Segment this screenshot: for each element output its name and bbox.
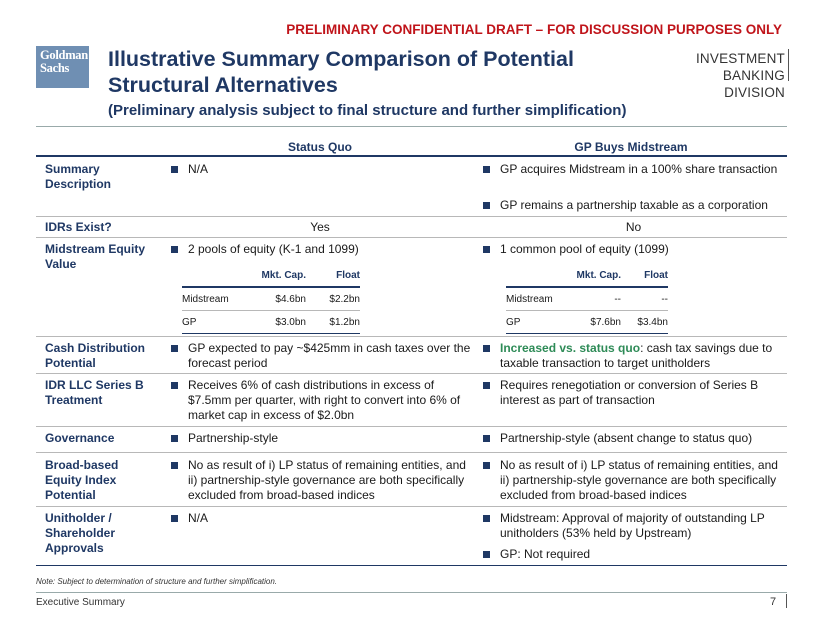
- table-row: [182, 311, 360, 334]
- page-subtitle: (Preliminary analysis subject to final structure and further simplification): [108, 102, 627, 119]
- approvals-gp-bullet-1: Midstream: Approval of majority of outstanding LP unitholders (53% held by Upstream): [483, 511, 783, 541]
- header-rule: [36, 155, 787, 157]
- cash-gp-highlight: Increased vs. status quo: [500, 341, 641, 355]
- row-divider: [36, 237, 787, 238]
- table-cell: GP: [182, 311, 246, 334]
- column-header-status-quo: Status Quo: [287, 140, 352, 154]
- table-cell: $2.2bn: [306, 287, 360, 311]
- table-row: [506, 287, 668, 311]
- idrs-status-quo: Yes: [310, 220, 330, 234]
- equity-table-gp-buys: [506, 270, 668, 334]
- footnote: Note: Subject to determination of structure and further simplification.: [36, 577, 278, 586]
- page-title: Illustrative Summary Comparison of Potential Structural Alternatives: [108, 47, 574, 97]
- cash-gp-rest: : cash tax savings due to taxable transaction to target unitholders: [500, 341, 773, 370]
- table-header: Float: [621, 270, 668, 287]
- table-cell: $3.4bn: [621, 311, 668, 334]
- division-label: [650, 50, 785, 101]
- table-cell: $1.2bn: [306, 311, 360, 334]
- row-label-index: Broad-based Equity Index Potential: [45, 458, 119, 502]
- footer-rule: [36, 592, 787, 593]
- page-number: 7: [770, 596, 777, 608]
- logo-line-1: Goldman: [40, 48, 88, 62]
- row-label-summary: Summary Description: [45, 162, 112, 191]
- table-header: [506, 270, 561, 287]
- approvals-gp-bullet-2: GP: Not required: [483, 547, 783, 562]
- summary-status-quo: N/A: [171, 162, 471, 177]
- row-divider: [36, 373, 787, 374]
- table-header: Float: [306, 270, 360, 287]
- table-row: [182, 287, 360, 311]
- division-divider: [788, 49, 789, 81]
- table-cell: GP: [506, 311, 561, 334]
- table-cell: Midstream: [182, 287, 246, 311]
- table-header: Mkt. Cap.: [561, 270, 621, 287]
- row-divider: [36, 336, 787, 337]
- table-cell: --: [561, 287, 621, 311]
- idr-llc-status-quo: Receives 6% of cash distributions in excess of $7.5mm per quarter, with right to convert into 6% of market cap in excess of $2.0bn: [171, 378, 471, 423]
- summary-gp-bullet-2: GP remains a partnership taxable as a corporation: [483, 198, 783, 213]
- table-cell: $3.0bn: [246, 311, 306, 334]
- summary-gp-bullet-1: GP acquires Midstream in a 100% share transaction: [483, 162, 783, 177]
- division-line-2: DIVISION: [724, 85, 785, 100]
- column-header-gp-buys: GP Buys Midstream: [574, 140, 688, 154]
- logo-line-2: Sachs: [40, 61, 70, 75]
- governance-gp-buys: Partnership-style (absent change to status quo): [483, 431, 783, 446]
- idr-llc-gp-buys: Requires renegotiation or conversion of Series B interest as part of transaction: [483, 378, 783, 408]
- row-label-idr-llc: IDR LLC Series B Treatment: [45, 378, 144, 407]
- title-rule: [36, 126, 787, 127]
- goldman-sachs-logo: [36, 46, 89, 88]
- governance-status-quo: Partnership-style: [171, 431, 471, 446]
- row-label-idrs: IDRs Exist?: [45, 220, 112, 234]
- footer-section: Executive Summary: [36, 597, 125, 608]
- row-divider: [36, 506, 787, 507]
- idrs-gp-buys: No: [625, 220, 642, 234]
- equity-table-status-quo: [182, 270, 360, 334]
- index-gp-buys: No as result of i) LP status of remaining entities, and ii) partnership-style governance are both specifically excluded from broad-based indices: [483, 458, 783, 503]
- row-label-cash: Cash Distribution Potential: [45, 341, 146, 370]
- equity-status-quo: 2 pools of equity (K-1 and 1099): [171, 242, 471, 257]
- equity-gp-buys: 1 common pool of equity (1099): [483, 242, 783, 257]
- approvals-status-quo: N/A: [171, 511, 471, 526]
- cash-gp-buys: [483, 341, 783, 371]
- table-header: [182, 270, 246, 287]
- page-number-divider: [786, 594, 787, 608]
- cash-status-quo: GP expected to pay ~$425mm in cash taxes over the forecast period: [171, 341, 471, 371]
- table-row: [506, 311, 668, 334]
- table-bottom-rule: [36, 565, 787, 566]
- row-divider: [36, 452, 787, 453]
- table-cell: $4.6bn: [246, 287, 306, 311]
- table-cell: $7.6bn: [561, 311, 621, 334]
- row-divider: [36, 216, 787, 217]
- row-label-approvals: Unitholder / Shareholder Approvals: [45, 511, 116, 555]
- row-divider: [36, 426, 787, 427]
- table-cell: Midstream: [506, 287, 561, 311]
- table-header: Mkt. Cap.: [246, 270, 306, 287]
- index-status-quo: No as result of i) LP status of remaining entities, and ii) partnership-style governance are both specifically excluded from broad-based indices: [171, 458, 471, 503]
- table-cell: --: [621, 287, 668, 311]
- division-line-1: INVESTMENT BANKING: [695, 51, 785, 83]
- row-label-equity: Midstream Equity Value: [45, 242, 146, 271]
- row-label-governance: Governance: [45, 431, 115, 445]
- draft-banner: PRELIMINARY CONFIDENTIAL DRAFT – FOR DISCUSSION PURPOSES ONLY: [286, 22, 782, 37]
